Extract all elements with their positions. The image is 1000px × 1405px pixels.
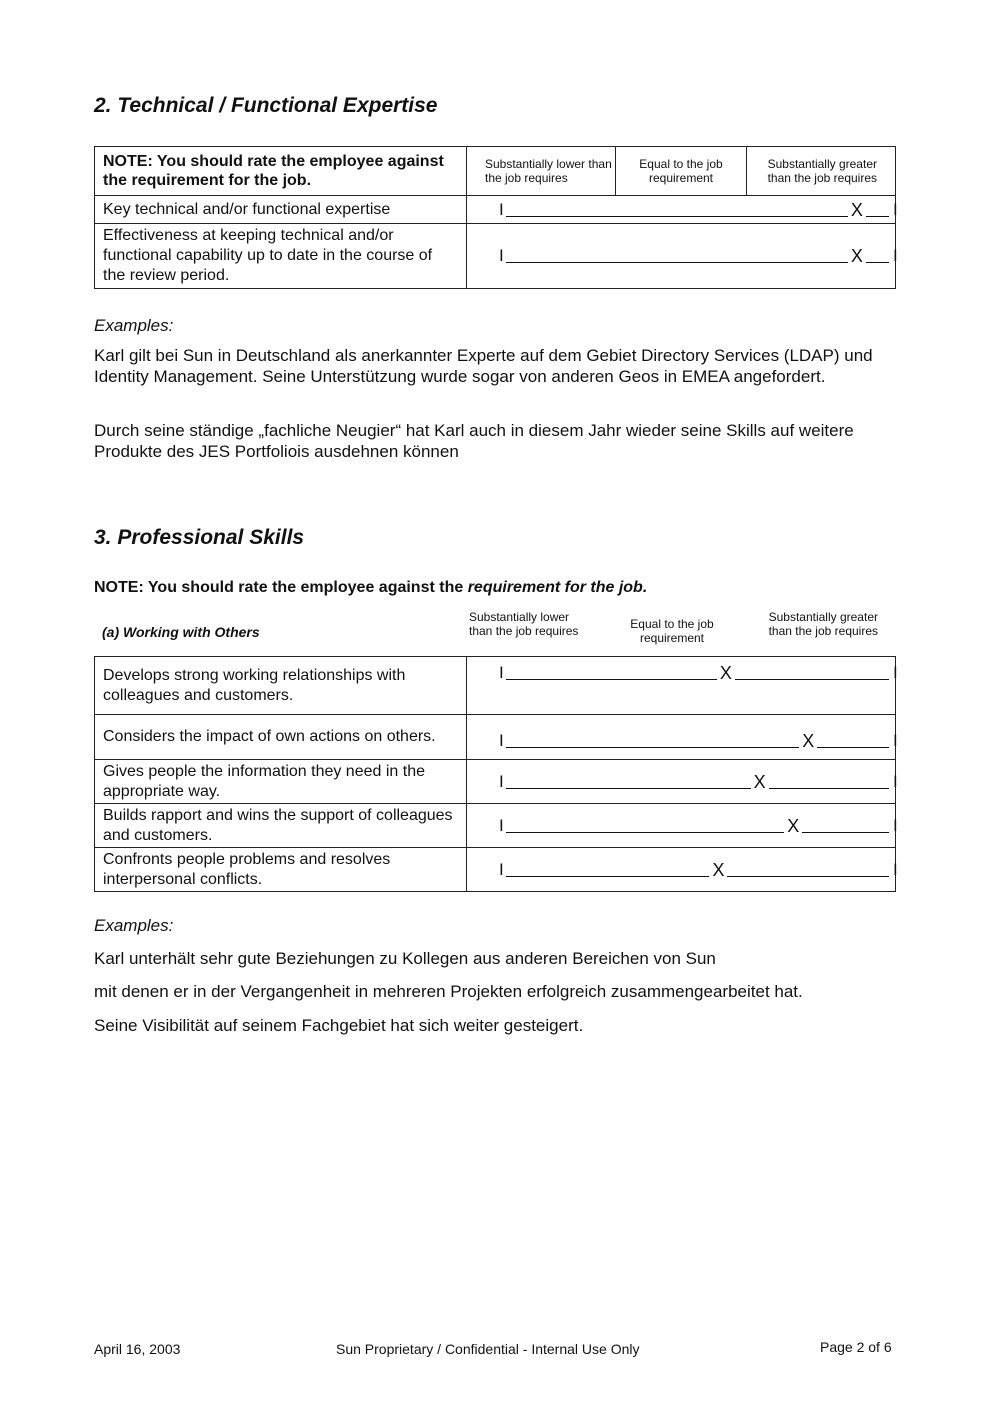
scale-mid-label: Equal to the job requirement <box>616 147 747 195</box>
working-with-others-table <box>94 656 896 892</box>
row-label: Effectiveness at keeping technical and/or functional capability up to date in the course of the review period. <box>95 224 467 289</box>
rating-scale <box>467 815 898 836</box>
note-italic-text: requirement for the job. <box>467 579 648 596</box>
scale-line-left <box>506 876 709 877</box>
row-label: Builds rapport and wins the support of colleagues and customers. <box>95 804 467 848</box>
scale-start-tick: I <box>499 246 504 265</box>
rating-x-mark: X <box>850 199 863 220</box>
row-label: Develops strong working relationships with colleagues and customers. <box>95 657 467 715</box>
scale-start-tick: I <box>499 731 504 750</box>
scale-line-right <box>817 747 889 748</box>
scale-line-right <box>727 876 889 877</box>
footer-page-number: Page 2 of 6 <box>820 1339 892 1355</box>
example-paragraph: mit denen er in der Vergangenheit in mehreren Projekten erfolgreich zusammengearbeitet hat. <box>94 982 803 1001</box>
table-row <box>95 760 896 804</box>
footer-date: April 16, 2003 <box>94 1341 181 1357</box>
table-row <box>95 224 896 289</box>
rating-scale <box>467 859 898 880</box>
rating-x-mark: X <box>719 663 732 683</box>
scale-line-left <box>506 747 799 748</box>
scale-start-tick: I <box>499 663 504 682</box>
rating-x-mark: X <box>712 859 725 880</box>
scale-start-tick: I <box>499 859 504 879</box>
scale-line-left <box>506 679 717 680</box>
scale-line-right <box>769 788 889 789</box>
footer-confidential: Sun Proprietary / Confidential - Internal Use Only <box>336 1341 640 1357</box>
rating-scale <box>467 246 898 266</box>
section-3-note <box>94 579 647 597</box>
table-note <box>95 147 467 196</box>
examples-label: Examples: <box>94 916 174 935</box>
scale-end-tick: I <box>893 663 898 682</box>
scale-line-right <box>735 679 889 680</box>
rating-scale <box>467 663 898 683</box>
scale-end-tick: I <box>893 859 898 879</box>
scale-line-left <box>506 216 848 217</box>
note-bold-text: NOTE: You should rate the employee against the <box>94 579 468 596</box>
scale-mid-label: Equal to the job requirement <box>630 617 714 645</box>
rating-scale <box>467 771 898 792</box>
scale-start-tick: I <box>499 199 504 219</box>
scale-line-right <box>802 832 889 833</box>
rating-scale <box>467 731 898 751</box>
scale-line-left <box>506 788 751 789</box>
scale-header <box>467 147 896 196</box>
example-paragraph: Seine Visibilität auf seinem Fachgebiet hat sich weiter gesteigert. <box>94 1016 584 1035</box>
scale-start-tick: I <box>499 815 504 835</box>
scale-end-tick: I <box>893 199 898 219</box>
technical-expertise-table <box>94 146 896 289</box>
scale-low-label: Substantially lower than the job requires <box>469 610 579 638</box>
scale-high-label: Substantially greater than the job requires <box>767 157 877 185</box>
table-row <box>95 196 896 224</box>
scale-end-tick: I <box>893 246 898 265</box>
examples-label: Examples: <box>94 316 174 335</box>
table-row <box>95 715 896 760</box>
rating-x-mark: X <box>850 246 863 266</box>
scale-start-tick: I <box>499 771 504 791</box>
rating-scale <box>467 199 898 220</box>
example-paragraph: Karl gilt bei Sun in Deutschland als anerkannter Experte auf dem Gebiet Directory Services (LDAP) und Identity Management. Seine Unterstützung wurde sogar von anderen Geos in EMEA angefordert. <box>94 346 873 386</box>
example-paragraph: Karl unterhält sehr gute Beziehungen zu Kollegen aus anderen Bereichen von Sun <box>94 949 716 968</box>
scale-high-label: Substantially greater than the job requires <box>768 610 878 638</box>
rating-x-mark: X <box>802 731 815 751</box>
scale-line-right <box>866 262 889 263</box>
scale-line-right <box>866 216 889 217</box>
scale-end-tick: I <box>893 731 898 750</box>
scale-line-left <box>506 832 784 833</box>
scale-line-left <box>506 262 848 263</box>
row-label: Gives people the information they need in the appropriate way. <box>95 760 467 804</box>
scale-end-tick: I <box>893 771 898 791</box>
row-label: Confronts people problems and resolves interpersonal conflicts. <box>95 848 467 892</box>
table-row <box>95 848 896 892</box>
section-2-title: 2. Technical / Functional Expertise <box>94 94 438 117</box>
table-row <box>95 804 896 848</box>
row-label: Considers the impact of own actions on others. <box>95 715 467 760</box>
row-label: Key technical and/or functional expertise <box>95 196 467 224</box>
rating-x-mark: X <box>753 771 766 792</box>
scale-low-label: Substantially lower than the job requires <box>467 147 616 195</box>
section-3-title: 3. Professional Skills <box>94 526 305 549</box>
subheading: (a) Working with Others <box>102 624 260 640</box>
note-text: NOTE: You should rate the employee against the requirement for the job. <box>103 153 444 189</box>
table-row <box>95 657 896 715</box>
rating-x-mark: X <box>787 815 800 836</box>
scale-end-tick: I <box>893 815 898 835</box>
example-paragraph: Durch seine ständige „fachliche Neugier“ hat Karl auch in diesem Jahr wieder seine Skills auf weitere Produkte des JES Portfoliois ausdehnen können <box>94 421 854 461</box>
